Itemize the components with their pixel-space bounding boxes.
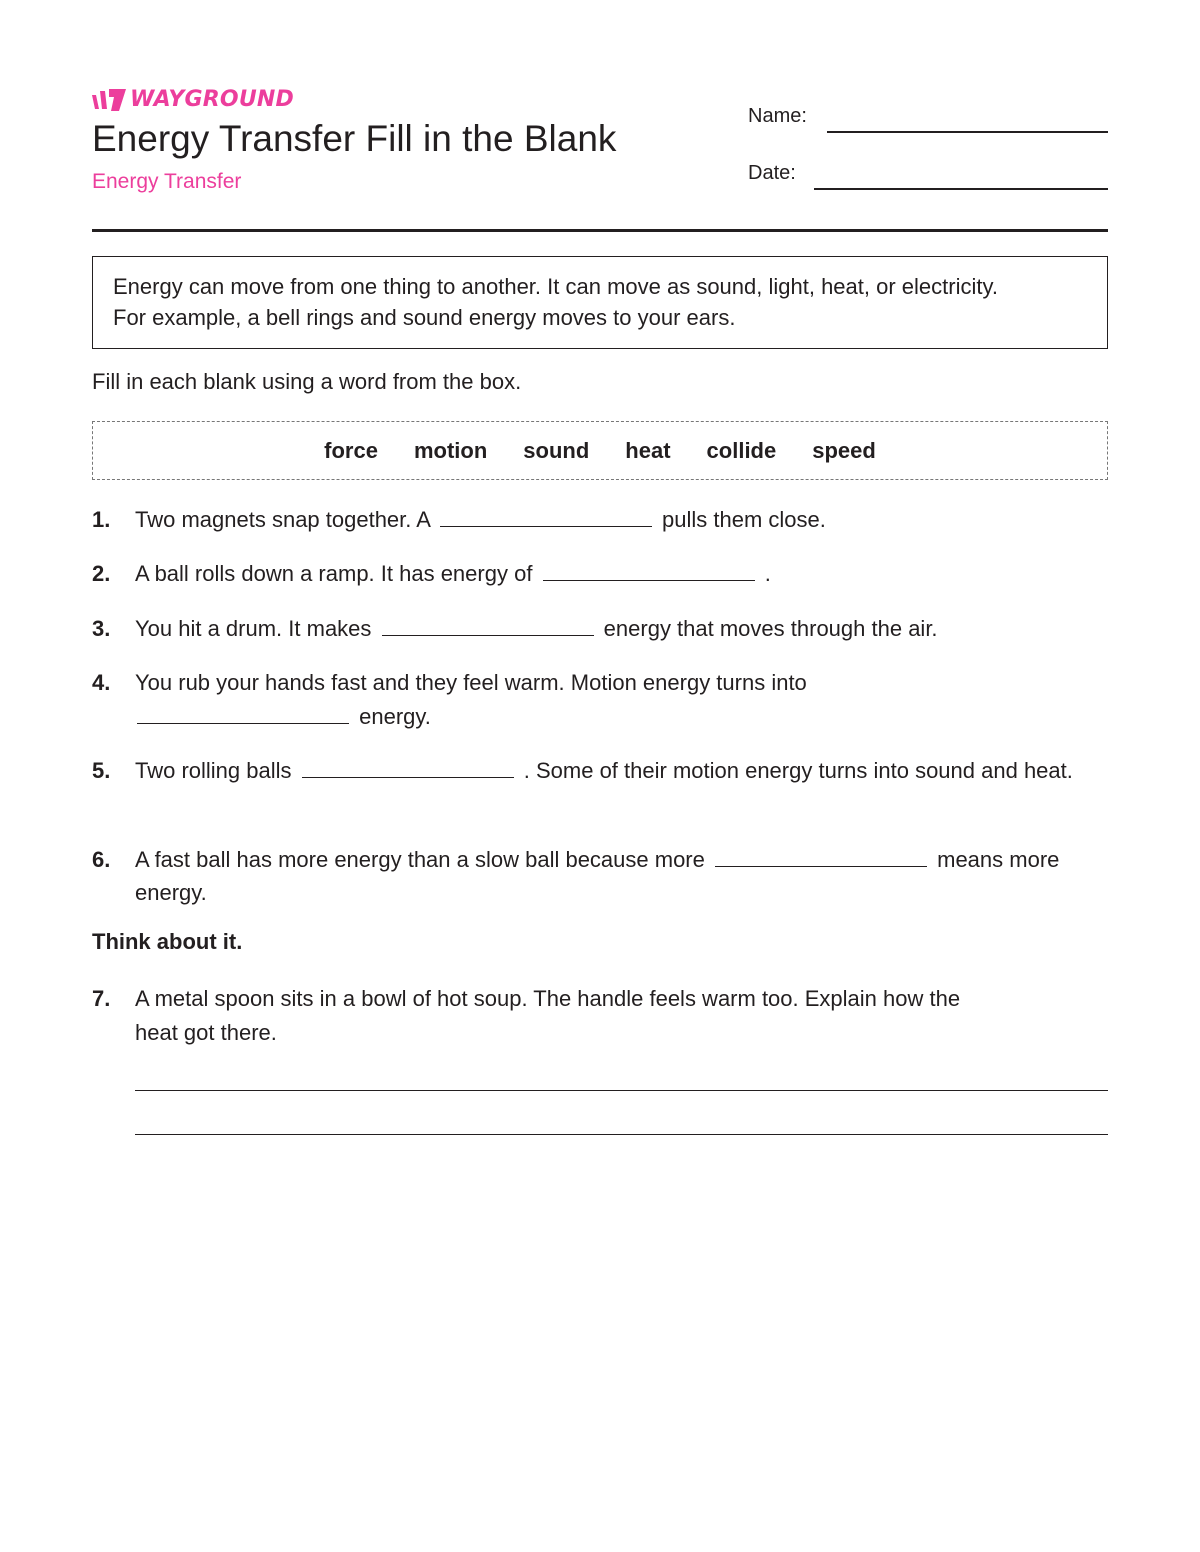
name-label: Name: bbox=[748, 105, 807, 127]
question-number: 7. bbox=[92, 986, 111, 1011]
question-7 bbox=[92, 982, 1108, 1052]
question-text: A fast ball has more energy than a slow ball because more bbox=[135, 847, 705, 872]
brand-logo bbox=[92, 86, 294, 112]
instruction-text: Fill in each blank using a word from the box. bbox=[92, 369, 522, 394]
answer-blank-1[interactable] bbox=[440, 508, 652, 527]
question-text: Two rolling balls bbox=[135, 758, 292, 783]
intro-line-2: For example, a bell rings and sound energy moves to your ears. bbox=[113, 305, 736, 330]
intro-line-1: Energy can move from one thing to another. It can move as sound, light, heat, or electricity. bbox=[113, 274, 998, 299]
word-bank bbox=[92, 421, 1108, 480]
logo-text: WAYGROUND bbox=[130, 86, 294, 112]
word-bank-item: collide bbox=[706, 437, 777, 463]
question-6 bbox=[92, 843, 1108, 909]
word-bank-item: force bbox=[324, 437, 378, 463]
word-bank-item: heat bbox=[625, 437, 671, 463]
question-text: heat got there. bbox=[135, 1020, 277, 1045]
name-field[interactable] bbox=[827, 131, 1108, 133]
section-heading: Think about it. bbox=[92, 929, 243, 954]
question-3 bbox=[92, 612, 1108, 645]
wayground-logo-icon bbox=[92, 87, 126, 111]
page-subtitle: Energy Transfer bbox=[92, 170, 242, 193]
question-4 bbox=[92, 666, 1108, 736]
question-number: 5. bbox=[92, 758, 111, 783]
word-bank-item: motion bbox=[413, 437, 488, 463]
question-text: . bbox=[764, 561, 771, 586]
answer-blank-2[interactable] bbox=[543, 562, 755, 581]
word-bank-item: speed bbox=[812, 437, 876, 463]
question-text: . Some of their motion energy turns into sound and heat. bbox=[523, 758, 1073, 783]
answer-blank-6[interactable] bbox=[715, 848, 927, 867]
word-bank-item: sound bbox=[523, 437, 590, 463]
question-text: energy that moves through the air. bbox=[603, 616, 938, 641]
question-text: energy. bbox=[359, 704, 431, 729]
date-field[interactable] bbox=[814, 188, 1108, 190]
intro-box bbox=[92, 256, 1108, 349]
question-text: You rub your hands fast and they feel warm. Motion energy turns into bbox=[135, 670, 807, 695]
question-text: pulls them close. bbox=[662, 507, 826, 532]
question-text: Two magnets snap together. A bbox=[135, 507, 430, 532]
answer-line-2[interactable] bbox=[135, 1134, 1108, 1135]
answer-blank-4[interactable] bbox=[137, 705, 349, 724]
header-divider bbox=[92, 229, 1108, 232]
question-5 bbox=[92, 754, 1108, 820]
question-number: 6. bbox=[92, 847, 111, 872]
question-number: 1. bbox=[92, 507, 111, 532]
question-1 bbox=[92, 503, 1108, 536]
question-number: 4. bbox=[92, 670, 111, 695]
answer-line-1[interactable] bbox=[135, 1090, 1108, 1091]
answer-blank-5[interactable] bbox=[302, 759, 514, 778]
page-title: Energy Transfer Fill in the Blank bbox=[92, 118, 617, 159]
question-text: You hit a drum. It makes bbox=[135, 616, 372, 641]
question-2 bbox=[92, 557, 1108, 590]
question-text: A metal spoon sits in a bowl of hot soup. The handle feels warm too. Explain how the bbox=[135, 986, 961, 1011]
question-number: 2. bbox=[92, 561, 111, 586]
date-label: Date: bbox=[748, 162, 796, 184]
answer-blank-3[interactable] bbox=[382, 617, 594, 636]
question-number: 3. bbox=[92, 616, 111, 641]
question-text: means more energy. bbox=[135, 847, 1060, 905]
question-text: A ball rolls down a ramp. It has energy of bbox=[135, 561, 533, 586]
